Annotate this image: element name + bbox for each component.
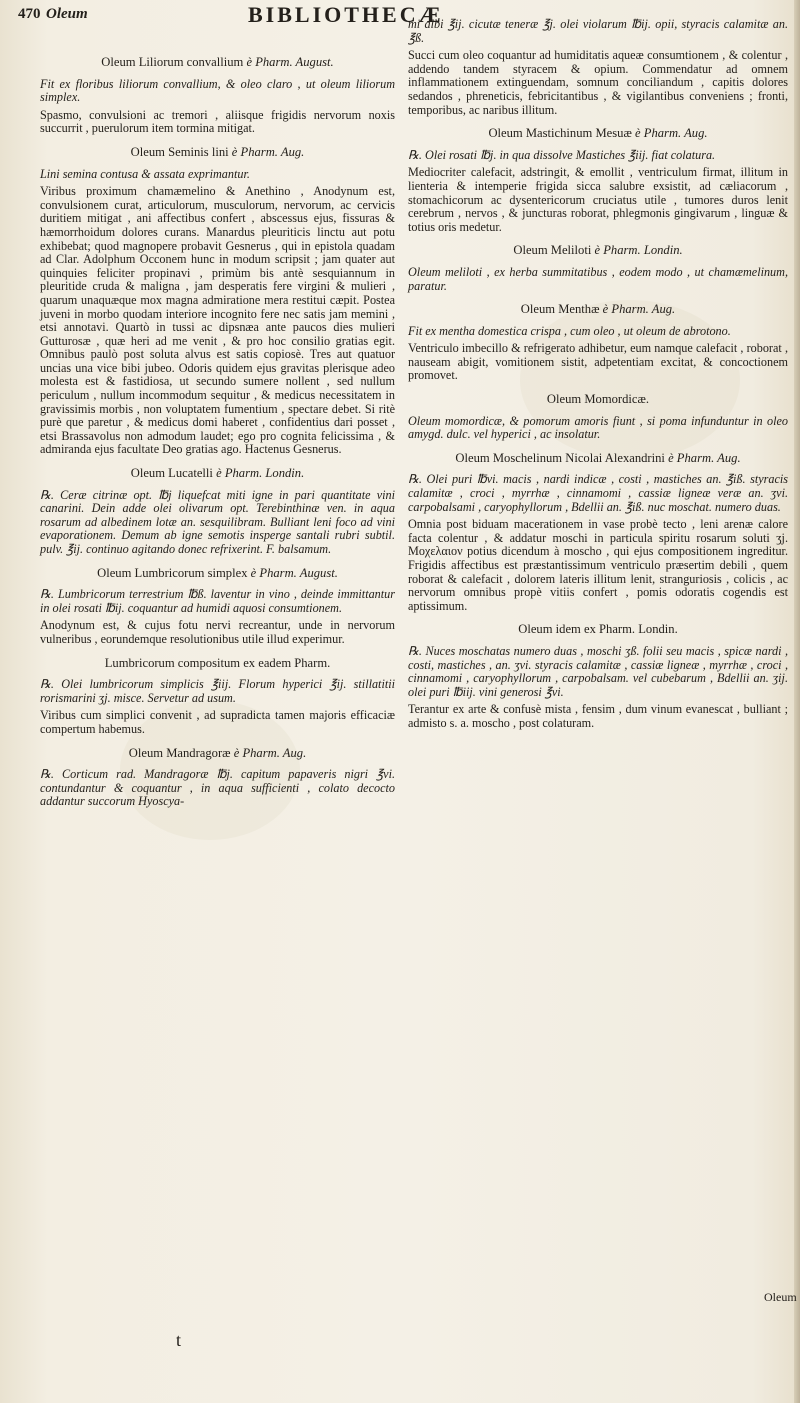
entry-body: Mediocriter calefacit, adstringit, & emollit , ventriculum firmat, illitum in lienteria & intemperie frigida sicca salubre exsistit, ad cæliacorum , stomachicorum ac dysentericorum cruciatus utile , tumores duros lenit cerebrum , nervos , & juncturas roborat, phlegmonis gingivarum , linguæ & totius oris medetur. [408,165,788,234]
entry [40,747,395,809]
entry-description: Oleum momordicæ, & pomorum amoris fiunt , si poma infunduntur in oleo amygd. dulc. vel hyperici , ac insolatur. [408,413,788,442]
entry-title-text: Oleum Menthæ [520,302,603,317]
entry-body: Viribus cum simplici convenit , ad supradicta tamen majoris efficaciæ compertum habemus. [40,708,395,736]
section-title: BIBLIOTHECÆ [248,2,444,27]
entry-recipe: ℞. Lumbricorum terrestrium ℔ß. laventur in vino , deinde immittantur in olei rosati ℔ij. coquantur ad humidi aquosi consumtionem. [40,587,395,615]
entry-title [408,623,788,637]
page-edge [794,0,800,1403]
entry-body: Spasmo, convulsioni ac tremori , aliisque frigidis nervorum noxis succurrit , puerulorum item tormina mitigat. [40,107,395,136]
entry-title-text: Oleum Lucatelli [130,466,217,481]
catchword: Oleum [764,1290,797,1304]
entry [408,303,788,383]
entry-continuation: mi albi ℥ij. cicutæ teneræ ℥j. olei violarum ℔ij. opii, styracis calamitæ an. ℥ß. [408,17,788,45]
entry [408,393,788,442]
entry-body: Ventriculo imbecillo & refrigerato adhibetur, eum namque calefacit , roborat , nauseam abigit, vomitionem sistit, adpetentiam excitat, & concoctionem promovet. [408,341,788,383]
entry [408,127,788,234]
entry-reference: è Pharm. Aug. [635,126,708,141]
entry [40,567,395,647]
left-column [40,46,395,813]
entry-title-text: Oleum Mandragoræ [128,745,234,760]
entry-recipe: ℞. Olei rosati ℔j. in qua dissolve Mastiches ℥iij. fiat colatura. [408,147,716,162]
entry-recipe: ℞. Ceræ citrinæ opt. ℔j liquefcat miti igne in pari quantitate vini canarini. Dein adde olei olivarum opt. Terebinthinæ ven. in aqua rosarum ad albedinem lotæ an. sesquilibram. Bulliant leni foco ad vini evaporationem. Demum ab igne semotis insperge santali rubri subtil. pulv. ℥ij. continuo agitando donec refrixerint. F. balsamum. [40,487,395,556]
signature-mark: t [176,1330,182,1350]
entry-title [40,567,395,581]
entry [408,452,788,614]
entry [40,467,395,557]
entry-reference: è Pharm. Aug. [602,302,676,317]
entry-recipe: ℞. Olei lumbricorum simplicis ℥iij. Florum hyperici ℥ij. stillatitii rorismarini ʒj. misce. Servetur ad usum. [40,677,395,705]
entry-reference: è Pharm. Aug. [668,450,741,465]
entry-title [40,467,395,481]
entry-title-text: Oleum idem ex Pharm. Londin. [518,622,678,637]
entry-recipe: ℞. Olei puri ℔vi. macis , nardi indicæ , costi , mastiches an. ℥iß. styracis calamitæ , croci , myrrhæ , cinnamomi , cassiæ ligneæ veræ an. ʒvi. carpobalsami , caryophyllorum , Bdellii an. ℥iß. nuc moschat. numero duas. [408,472,788,514]
entry-body: Terantur ex arte & confusè mista , fensim , dum vinum evanescat , bulliant ; admisto s. a. moscho , post colaturam. [408,702,788,730]
entry-title-text: Oleum Liliorum convallium [101,55,247,69]
entry-title [408,244,788,258]
entry [408,623,788,730]
entry-description: Oleum meliloti , ex herba summitatibus , eodem modo , ut chamæmelinum, paratur. [408,264,788,293]
entry-reference: è Pharm. Aug. [231,144,305,159]
entry [40,657,395,737]
entry [40,56,395,136]
entry-recipe: ℞. Nuces moschatas numero duas , moschi ʒß. folii seu macis , spicæ nardi , costi, mastiches , an. ʒvi. styracis calamitæ , cassiæ ligneæ , myrrhæ , croci , cinnamomi , caryophyllorum , carpobalsam. vel cubebarum , Bdellii an. ʒij. olei puri ℔iij. vini generosi ℥vi. [408,643,788,699]
entry-body: Anodynum est, & cujus fotu nervi recreantur, unde in nervorum vulneribus , eorundemque resolutionibus utile illud experimur. [40,618,395,646]
entry-reference: è Pharm. August. [250,565,338,580]
entry-title [408,393,788,407]
entry-title-text: Oleum Momordicæ. [546,392,650,407]
entry-title [40,747,395,761]
entry-reference: è Pharm. Londin. [594,243,683,258]
entry-recipe: ℞. Corticum rad. Mandragoræ ℔j. capitum papaveris nigri ℥vi. contundantur & coquantur , in aqua sufficienti , colato decocto addantur succorum Hyoscya- [40,767,395,809]
entry-title-text: Oleum Lumbricorum simplex [97,565,251,580]
entry-title [40,146,395,160]
entry-description: Lini semina contusa & assata exprimantur. [40,166,250,181]
entry-reference: è Pharm. August. [246,55,334,69]
entry-title [40,657,395,671]
entry-title-text: Oleum Moschelinum Nicolai Alexandrini [455,450,669,465]
entry [408,18,788,117]
entry-title [408,452,788,466]
entry-title [408,303,788,317]
entry [408,244,788,293]
right-column [408,18,788,735]
entry-reference: è Pharm. Aug. [233,745,307,760]
entry-title-text: Oleum Meliloti [513,243,595,258]
entry-body: Succi cum oleo coquantur ad humiditatis aqueæ consumtionem , & colentur , addendo tandem styracem & opium. Commendatur ad omnem inflammationem extinguendam, somnum conciliandum , capitis dolores sedandos , phreneticis, febricitantibus , & vigilantibus conveniens ; fronti, temporibus, ac naribus illitum. [408,48,788,117]
entry-title [40,56,395,70]
page-number: 470 [18,6,41,22]
running-head: Oleum [46,6,88,22]
entry-title-text: Oleum Mastichinum Mesuæ [488,126,636,141]
entry-title-text: Oleum Seminis lini [130,144,232,159]
entry-title [408,127,788,141]
entry-body: Viribus proximum chamæmelino & Anethino , Anodynum est, convulsionem curat, articulorum, musculorum, nervorum, ac cervicis duritiem mitigat , ani affectibus confert , abscessus ejus, fissuras & hæmorrhoidum dolores curans. Manardus pleuriticis linctu aut potu exhibebat; quod magnopere probavit Gesnerus , qui in epistola quadam ad Clar. Adolphum Occonem hunc in modum scripsit ; jam quater aut quinquies feliciter propinavi , primùm bis antè sesquiannum in pleuritide cruda & maligna , jam desperatis fere virgini & mulieri , quarum unaquæque mox magna admiratione mera restitui cæpit. Postea juveni in morbo quodam interiore incognito fere nec satis jam memini , etsi annotavi. Quartò in tussi ac dipsnæa ante paucos dies mulieri Gutturosæ , quæ heri ad me venit , & pro hoc consilio gratias egit. Omnibus paulò post soluta alvus est satis copiosè. Tres aut quatuor uncias una vice bibi jubeo. Odoris quidem ejus gravitas plerisque adeo molesta est & fastidiosa, ut secundo sumere nollent , sed nullum periculum , nullum incommodum sequitur , & medicus necessitatem in gravissimis morbis , non voluptatem fumentium , spectare debet. Si ritè purè que paretur , & medicus domi haberet , confidentius dari posset , etsi Brassavolus non admodum laudet; ego pro cognita felicissima , & admiranda ejus facultate Deo gratias ago. Hactenus Gesnerus. [40,184,395,457]
entry-title-text: Lumbricorum compositum ex eadem Pharm. [104,655,331,670]
entry [40,146,395,457]
entry-reference: è Pharm. Londin. [216,466,305,481]
entry-description: Fit ex mentha domestica crispa , cum oleo , ut oleum de abrotono. [408,323,731,338]
entry-body: Omnia post biduam macerationem in vase probè tecto , leni arenæ calore facta colentur , & addatur moschi in particula spiritu rosarum soluti ʒj. Μοχελαιον potius dicendum à moscho , qui ejus compositionem ingreditur. Frigidis affectibus est præstantissimum ventriculo præsertim debili , quem roborat & calefacit , dolorem lateris illitum lenit, stranguriosis , colicis , ac nervorum omnibus propè vitiis confert , pomis odoratis cogendis est aptissimum. [408,517,788,613]
entry-description: Fit ex floribus liliorum convallium, & oleo claro , ut oleum liliorum simplex. [40,76,395,105]
